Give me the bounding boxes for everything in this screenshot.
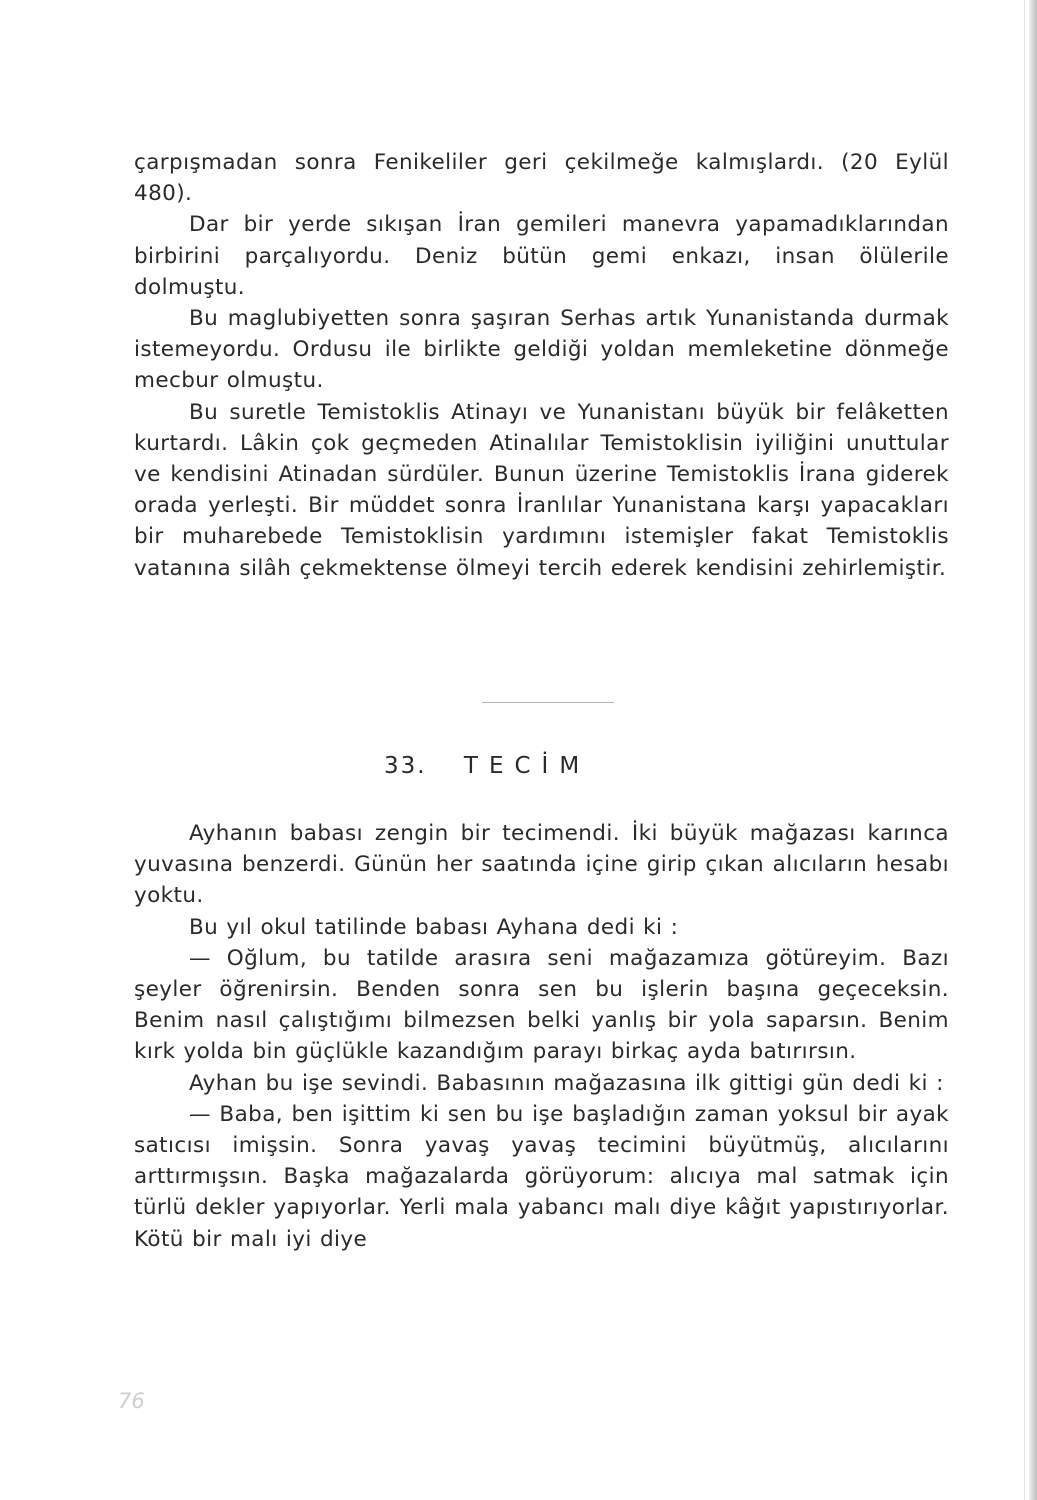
paragraph-7: — Oğlum, bu tatilde arasıra seni mağazamıza götüreyim. Bazı şeyler öğrenirsin. Benden sonra sen bu işlerin başına geçeceksin. Benim nasıl çalıştığımı bilmezsen belki yanlış bir yola saparsın. Benim kırk yolda bin güçlükle kazandığım parayı birkaç ayda batırırsın. — [134, 945, 949, 1065]
paragraph-9: — Baba, ben işittim ki sen bu işe başladığın zaman yoksul bir ayak satıcısı imişsin. Sonra yavaş yavaş tecimini büyütmüş, alıcılarını arttırmışsın. Başka mağazalarda görüyorum: alıcıya mal satmak için türlü dekler yapıyorlar. Yerli mala yabancı malı diye kâğıt yapıstırıyorlar. Kötü bir malı iyi diye — [134, 1101, 949, 1252]
page-edge — [1029, 0, 1037, 1500]
paragraph-4: Bu suretle Temistoklis Atinayı ve Yunanistanı büyük bir felâketten kurtardı. Lâkin çok geçmeden Atinalılar Temistoklisin iyiliğini unuttular ve kendisini Atinadan sürdüler. Bunun üzerine Temistoklis İrana giderek orada yerleşti. Bir müddet sonra İranlılar Yunanistana karşı yapacakları bir muharebede Temistoklisin yardımını istemişler fakat Temistoklis vatanına silâh çekmektense ölmeyi tercih ederek kendisini zehirlemiştir. — [134, 399, 949, 581]
text-section-tecim — [134, 818, 949, 1255]
paragraph-5: Ayhanın babası zengin bir tecimendi. İki büyük mağazası karınca yuvasına benzerdi. Günün her saatında içine girip çıkan alıcıların hesabı yoktu. — [134, 821, 949, 909]
page-edge-shadow-line — [1024, 0, 1025, 1500]
section-separator-line — [482, 702, 614, 703]
text-section-themistocles — [134, 147, 949, 584]
chapter-heading — [384, 753, 590, 779]
page-number: 76 — [118, 1389, 145, 1413]
paragraph-8: Ayhan bu işe sevindi. Babasının mağazasına ilk gittigi gün dedi ki : — [189, 1070, 944, 1096]
chapter-title: TECİM — [463, 753, 591, 779]
paragraph-2: Dar bir yerde sıkışan İran gemileri manevra yapamadıklarından birbirini parçalıyordu. Deniz bütün gemi enkazı, insan ölülerile dolmuştu. — [134, 212, 949, 300]
paragraph-1: çarpışmadan sonra Fenikeliler geri çekilmeğe kalmışlardı. (20 Eylül 480). — [134, 150, 949, 207]
paragraph-6: Bu yıl okul tatilinde babası Ayhana dedi ki : — [189, 914, 679, 940]
chapter-number: 33. — [384, 753, 427, 779]
paragraph-3: Bu maglubiyetten sonra şaşıran Serhas artık Yunanistanda durmak istemeyordu. Ordusu ile birlikte geldiği yoldan memleketine dönmeğe mecbur olmuştu. — [134, 306, 949, 394]
